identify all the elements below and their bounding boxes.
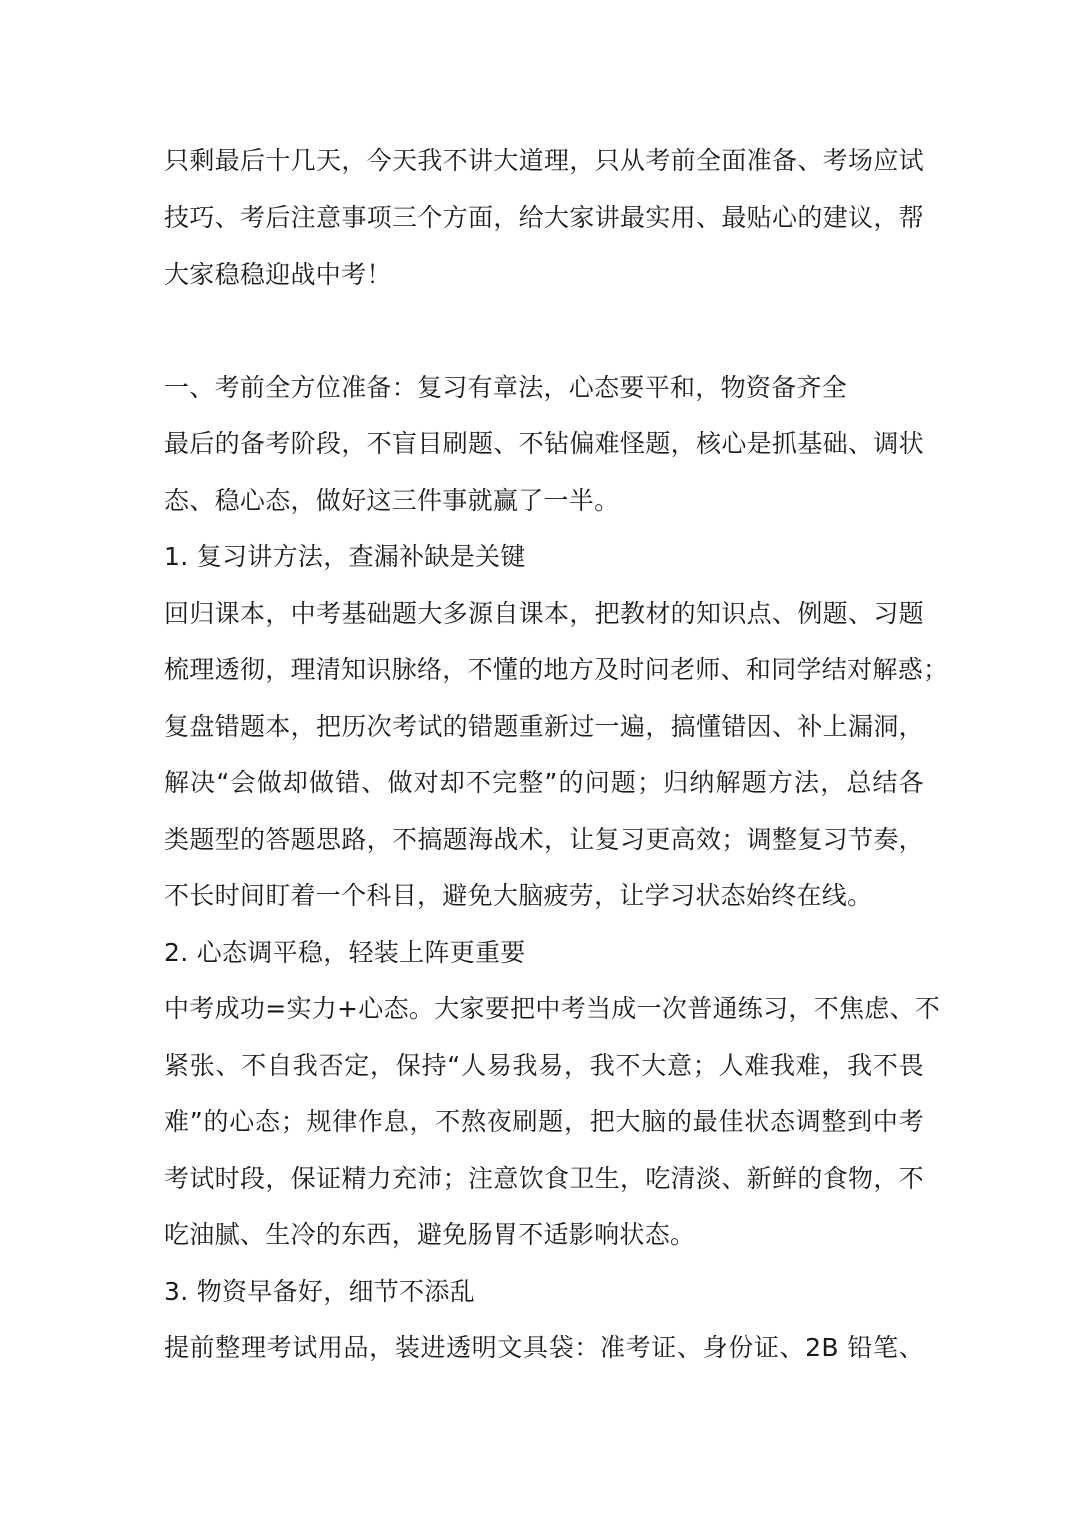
item-title: 2. 心态调平稳，轻装上阵更重要 xyxy=(164,938,526,967)
item-title: 1. 复习讲方法，查漏补缺是关键 xyxy=(164,542,526,571)
paragraph-line: 类题型的答题思路，不搞题海战术，让复习更高效；调整复习节奏， xyxy=(164,825,924,854)
section-lead-line: 最后的备考阶段，不盲目刷题、不钻偏难怪题，核心是抓基础、调状 xyxy=(164,429,924,458)
paragraph-line: 紧张、不自我否定，保持“人易我易，我不大意；人难我难，我不畏 xyxy=(164,1051,924,1080)
paragraph-line: 回归课本，中考基础题大多源自课本，把教材的知识点、例题、习题 xyxy=(164,599,924,628)
paragraph-line: 梳理透彻，理清知识脉络，不懂的地方及时问老师、和同学结对解惑； xyxy=(164,655,949,684)
paragraph-line: 不长时间盯着一个科目，避免大脑疲劳，让学习状态始终在线。 xyxy=(164,881,873,910)
section-heading: 一、考前全方位准备：复习有章法，心态要平和，物资备齐全 xyxy=(164,373,848,402)
paragraph-line: 中考成功=实力+心态。大家要把中考当成一次普通练习，不焦虑、不 xyxy=(164,994,941,1023)
paragraph-line: 考试时段，保证精力充沛；注意饮食卫生，吃清淡、新鲜的食物，不 xyxy=(164,1164,924,1193)
intro-line: 只剩最后十几天，今天我不讲大道理，只从考前全面准备、考场应试 xyxy=(164,146,924,175)
section-lead-line: 态、稳心态，做好这三件事就赢了一半。 xyxy=(164,486,620,515)
intro-line: 技巧、考后注意事项三个方面，给大家讲最实用、最贴心的建议，帮 xyxy=(164,203,924,232)
item-title: 3. 物资早备好，细节不添乱 xyxy=(164,1277,476,1306)
paragraph-line: 解决“会做却做错、做对却不完整”的问题；归纳解题方法，总结各 xyxy=(164,768,924,797)
paragraph-line: 复盘错题本，把历次考试的错题重新过一遍，搞懂错因、补上漏洞， xyxy=(164,712,924,741)
paragraph-line: 吃油腻、生冷的东西，避免肠胃不适影响状态。 xyxy=(164,1220,696,1249)
paragraph-line: 提前整理考试用品，装进透明文具袋：准考证、身份证、2B 铅笔、 xyxy=(164,1333,924,1362)
paragraph-line: 难”的心态；规律作息，不熬夜刷题，把大脑的最佳状态调整到中考 xyxy=(164,1107,924,1136)
intro-line: 大家稳稳迎战中考！ xyxy=(164,260,392,289)
